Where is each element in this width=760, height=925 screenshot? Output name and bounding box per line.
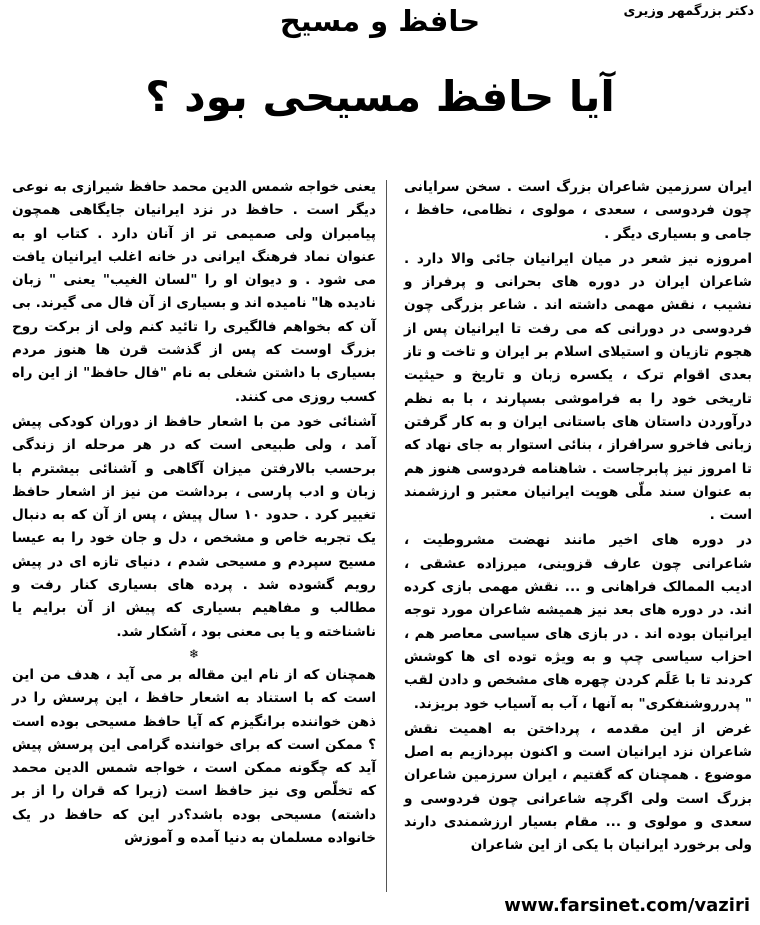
paragraph: ایران سرزمین شاعران بزرگ است . سخن سرایانی چون فردوسی ، سعدی ، مولوی ، نظامی، حافظ ، جامی و بسیاری دیگر .: [404, 179, 752, 242]
paragraph: همچنان که از نام این مقاله بر می آید ، هدف من این است که با استناد به اشعار حافظ ، این پرسش را در ذهن خواننده برانگیزم که آیا حافظ مسیحی بوده است ؟ ممکن است که برای خواننده گرامی این پرسش پیش آید که چگونه ممکن است ، خواجه شمس الدین محمد که تخلّص وی نیز حافظ است (زیرا که قران را از بر داشته) مسیحی بوده باشد؟در این که حافظ در یک خانواده مسلمان به دنیا آمده و آموزش: [12, 666, 376, 847]
paragraph: در دوره های اخیر مانند نهضت مشروطیت ، شاعرانی چون عارف قزوینی، میرزاده عشقی ، ادیب الممالک فراهانی و ... نقش مهمی بازی کرده اند. در دوره های بعد نیز همیشه شاعران مورد توجه ایرانیان بوده اند . در بازی های سیاسی معاصر هم ، احزاب سیاسی چپ و به ویژه توده ای ها کوشش کردند تا با عَلَم کردن چهره های مشخص و دادن لقب " پدرروشنفکری" به آنها ، آب به آسیاب خود بریزند.: [404, 532, 752, 712]
paragraph: غرض از این مقدمه ، پرداختن به اهمیت نقش شاعران نزد ایرانیان است و اکنون بپردازیم به اصل موضوع . همچنان که گفتیم ، ایران سرزمین شاعران بزرگ است ولی اگرچه شاعرانی چون فردوسی و سعدی و مولوی و ... مقام بسیار ارزشمندی دارند ولی برخورد ایرانیان با یکی از این شاعران: [404, 720, 752, 854]
page-title: آیا حافظ مسیحی بود ؟: [145, 72, 615, 121]
right-column: [404, 176, 752, 858]
website-link[interactable]: www.farsinet.com/vaziri: [504, 895, 750, 916]
left-column: [12, 176, 376, 850]
author-name: دکتر بزرگمهر وزیری: [623, 4, 754, 19]
series-title: حافظ و مسیح: [279, 4, 481, 38]
paragraph: یعنی خواجه شمس الدین محمد حافظ شیرازی به نوعی دیگر است . حافظ در نزد ایرانیان جایگاهی همچون پیامبران ولی صمیمی تر از آنان دارد . کتاب او به عنوان نماد فرهنگ ایرانی در خانه اغلب ایرانیان یافت می شود . و دیوان او را "لسان الغیب" یعنی " زبان نادیده ها" نامیده اند و بسیاری از آن فال می گیرند. بی آن که بخواهم فالگیری را تائید کنم ولی از برکت روح بزرگ اوست که پس از گذشت قرن ها هنوز مردم بسیاری با داشتن شغلی به نام "فال حافظ" از این راه کسب روزی می کنند.: [12, 179, 376, 405]
paragraph: آشنائی خود من با اشعار حافظ از دوران کودکی پیش آمد ، ولی طبیعی است که در هر مرحله از زندگی برحسب بالارفتن میزان آگاهی و آشنائی بیشترم با زبان و ادب پارسی ، برداشت من نیز از اشعار حافظ تغییر کرد . حدود ۱۰ سال پیش ، پس از آن که به دنبال یک تجربه خاص و مشخص ، دل و جان خود را به عیسا مسیح سپردم و مسیحی شدم ، دنیای تازه ای در پیش رویم گشوده شد . پرده های بسیاری کنار رفت و مطالب و مفاهیم بسیاری که پیش از آن برایم یا ناشناخته و یا بی معنی بود ، آشکار شد.: [12, 413, 376, 640]
paragraph: امروزه نیز شعر در میان ایرانیان جائی والا دارد . شاعران ایران در دوره های بحرانی و پرفراز و نشیب ، نقش مهمی داشته اند . شاعر بزرگی چون فردوسی در دورانی که می رفت تا ایرانیان پس از هجوم تازیان و استیلای اسلام بر ایران و تاخت و تاز بعدی اقوام ترک ، یکسره زبان و تاریخ و حیثیت تاریخی خود را به فراموشی بسپارند ، با به نظم درآوردن داستان های باستانی ایران و به کار گرفتن زبانی فاخرو سرافراز ، بنائی استوار به جای نهاد که تا امروز نیز پابرجاست . شاهنامه فردوسی هنوز هم به عنوان سند ملّی هویت ایرانیان معتبر و ارزشمند است .: [404, 250, 752, 524]
column-divider: [386, 180, 387, 892]
section-separator-icon: ❄: [188, 646, 200, 661]
